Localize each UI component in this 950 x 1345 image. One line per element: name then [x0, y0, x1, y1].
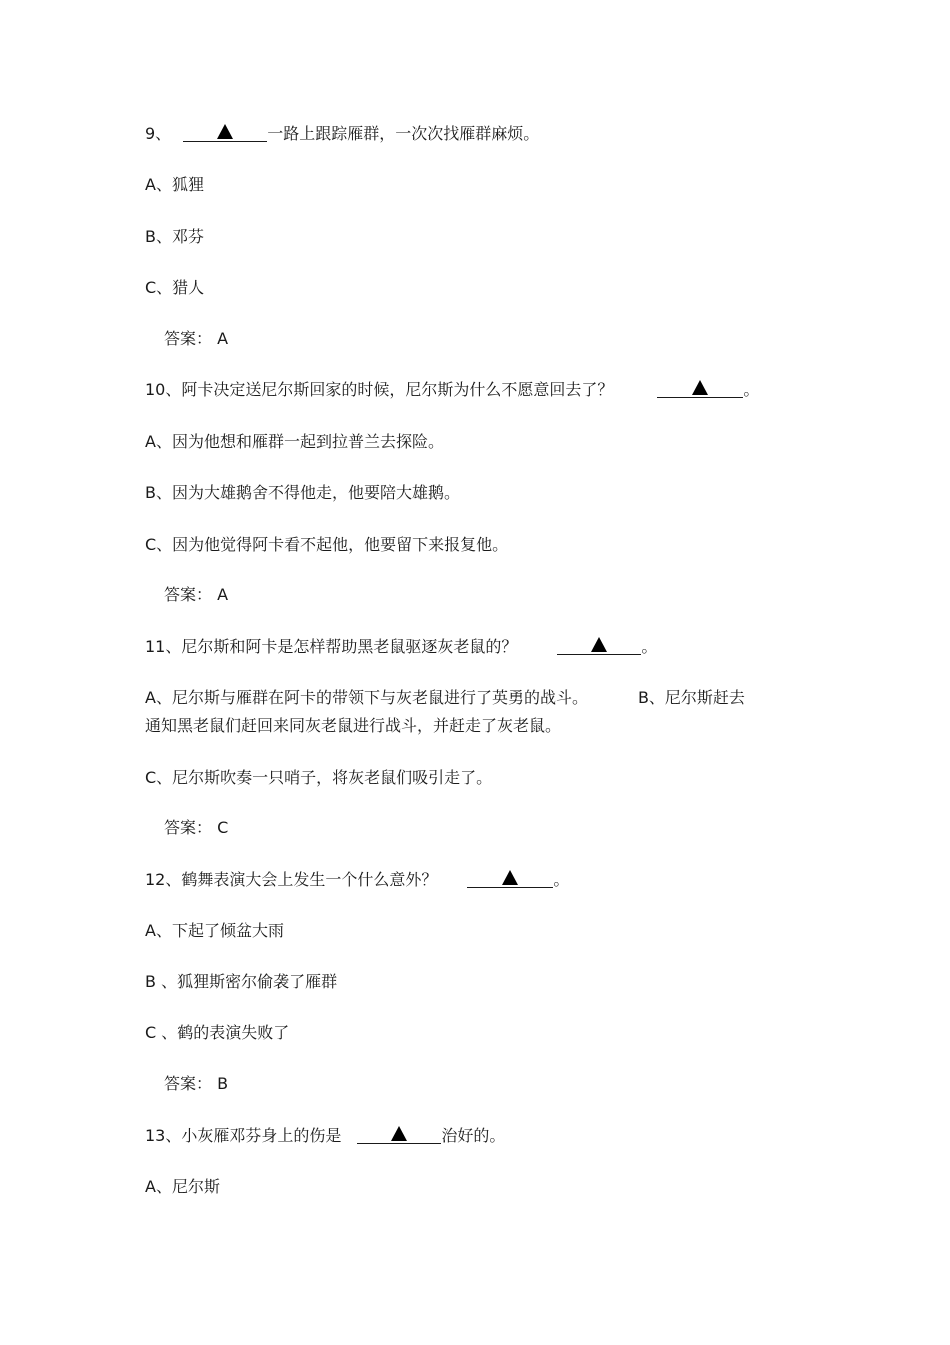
option-row-ab: [145, 688, 745, 708]
option-c: C、尼尔斯吹奏一只哨子，将灰老鼠们吸引走了。: [145, 768, 493, 787]
option-b-continued: 通知黑老鼠们赶回来同灰老鼠进行战斗，并赶走了灰老鼠。: [145, 716, 562, 735]
option-b: B、因为大雄鹅舍不得他走，他要陪大雄鹅。: [145, 483, 460, 502]
question-12-prefix: 12、鹤舞表演大会上发生一个什么意外？: [145, 870, 438, 889]
answer-10: 答案： A: [164, 585, 229, 604]
question-13-suffix: 治好的。: [441, 1126, 506, 1145]
triangle-icon: [502, 870, 518, 885]
option-a: A、下起了倾盆大雨: [145, 921, 284, 940]
question-10-prefix: 10、阿卡决定送尼尔斯回家的时候，尼尔斯为什么不愿意回去了？: [145, 380, 614, 399]
option-a: A、尼尔斯与雁群在阿卡的带领下与灰老鼠进行了英勇的战斗。: [145, 688, 588, 707]
question-10-suffix: 。: [743, 380, 760, 399]
triangle-icon: [217, 124, 233, 139]
question-12-suffix: 。: [553, 870, 570, 889]
question-11-suffix: 。: [641, 637, 658, 656]
option-a: A、尼尔斯: [145, 1177, 220, 1196]
triangle-icon: [692, 380, 708, 395]
answer-9: 答案： A: [164, 329, 229, 348]
option-c: C 、鹤的表演失败了: [145, 1023, 290, 1042]
question-9-suffix: 一路上跟踪雁群，一次次找雁群麻烦。: [267, 124, 540, 143]
question-9: [145, 124, 539, 144]
option-c: C、猎人: [145, 278, 205, 297]
answer-12: 答案： B: [164, 1074, 229, 1093]
question-11-prefix: 11、尼尔斯和阿卡是怎样帮助黑老鼠驱逐灰老鼠的？: [145, 637, 518, 656]
option-c: C、因为他觉得阿卡看不起他，他要留下来报复他。: [145, 535, 509, 554]
triangle-icon: [591, 637, 607, 652]
option-a: A、因为他想和雁群一起到拉普兰去探险。: [145, 432, 444, 451]
answer-blank: [557, 637, 641, 655]
answer-blank: [657, 380, 743, 398]
question-9-prefix: 9、: [145, 124, 172, 143]
option-a: A、狐狸: [145, 175, 204, 194]
answer-blank: [467, 870, 553, 888]
question-13-prefix: 13、小灰雁邓芬身上的伤是: [145, 1126, 342, 1145]
option-b: B 、狐狸斯密尔偷袭了雁群: [145, 972, 338, 991]
answer-11: 答案： C: [164, 818, 229, 837]
question-11: [145, 637, 657, 657]
answer-blank: [183, 124, 267, 142]
option-b-start: B、尼尔斯赶去: [637, 688, 745, 707]
triangle-icon: [391, 1126, 407, 1141]
option-b: B、邓芬: [145, 227, 204, 246]
question-13: [145, 1126, 505, 1146]
answer-blank: [357, 1126, 441, 1144]
question-12: [145, 870, 569, 890]
question-10: [145, 380, 759, 400]
